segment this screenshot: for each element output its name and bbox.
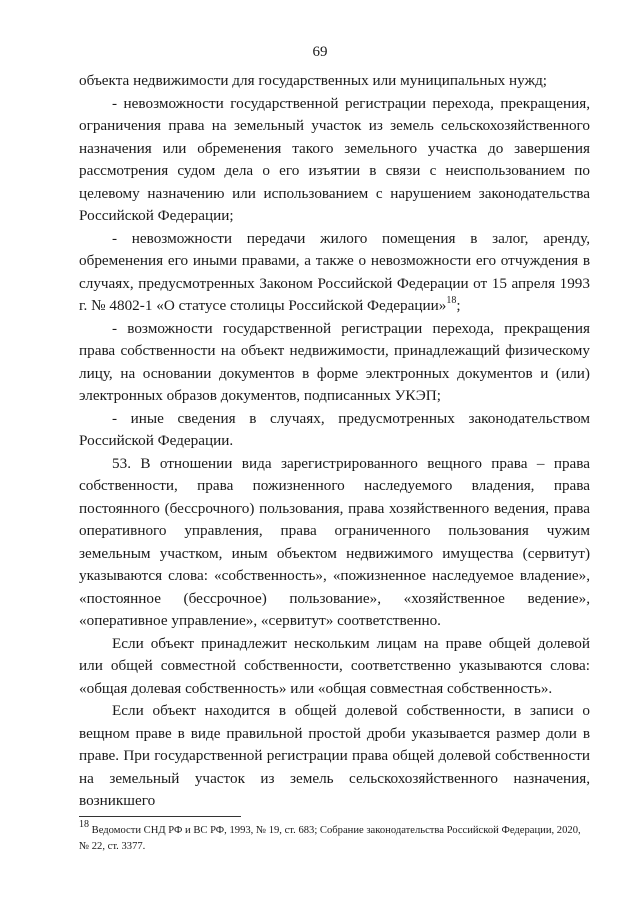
page-number: 69 <box>312 44 328 60</box>
body-text <box>79 70 590 813</box>
paragraph-item-electronic-docs: - возможности государственной регистрации перехода, прекращения права собственности на объект недвижимости, принадлежащий физическому лицу, на основании документов в форме электронных документов и (или) электронных образов документов, подписанных УКЭП; <box>79 319 590 404</box>
paragraph-continuation: объекта недвижимости для государственных или муниципальных нужд; <box>79 72 548 89</box>
footnote-text: Ведомости СНД РФ и ВС РФ, 1993, № 19, ст. 683; Собрание законодательства Российской Федерации, 2020, № 22, ст. 3377. <box>79 825 581 852</box>
footnote-divider <box>79 816 241 817</box>
paragraph-item-other-info: - иные сведения в случаях, предусмотренных законодательством Российской Федерации. <box>79 409 590 449</box>
footnote-reference-suffix: ; <box>456 297 461 314</box>
paragraph-item-registration-impossibility: - невозможности государственной регистрации перехода, прекращения, ограничения права на земельный участок из земель сельскохозяйственного назначения или обременения такого земельного участка до завершения рассмотрения судом дела о его изъятии в связи с неиспользованием по целевому назначению или использованием с нарушением законодательства Российской Федерации; <box>79 94 590 224</box>
footnote-number: 18 <box>79 819 89 831</box>
footnote-reference: 18 <box>446 294 457 306</box>
paragraph-item-housing-pledge-text: - невозможности передачи жилого помещения в залог, аренду, обременения его иными правами, а также о невозможности его отчуждения в случаях, предусмотренных Законом Российской Федерации от 15 апреля 1993 г. № 4802-1 «О статусе столицы Российской Федерации» <box>79 229 590 314</box>
paragraph-53: 53. В отношении вида зарегистрированного вещного права – права собственности, права пожизненного наследуемого владения, права постоянного (бессрочного) пользования, права хозяйственного ведения, права оперативного управления, права ограниченного пользования чужим земельным участком, иным объектом недвижимого имущества (сервитут) указываются слова: «собственность», «пожизненное наследуемое владение», «постоянное (бессрочное) пользование», «хозяйственное ведение», «оперативное управление», «сервитут» соответственно. <box>79 454 590 629</box>
footnote <box>79 819 590 855</box>
paragraph-shared-ownership: Если объект принадлежит нескольким лицам на праве общей долевой или общей совместной собственности, соответственно указываются слова: «общая долевая собственность» или «общая совместная собственность». <box>79 634 590 697</box>
paragraph-item-housing-pledge <box>79 228 590 318</box>
paragraph-share-fraction: Если объект находится в общей долевой собственности, в записи о вещном праве в виде правильной простой дроби указывается размер доли в праве. При государственной регистрации права общей долевой собственности на земельный участок из земель сельскохозяйственного назначения, возникшего <box>79 702 590 809</box>
